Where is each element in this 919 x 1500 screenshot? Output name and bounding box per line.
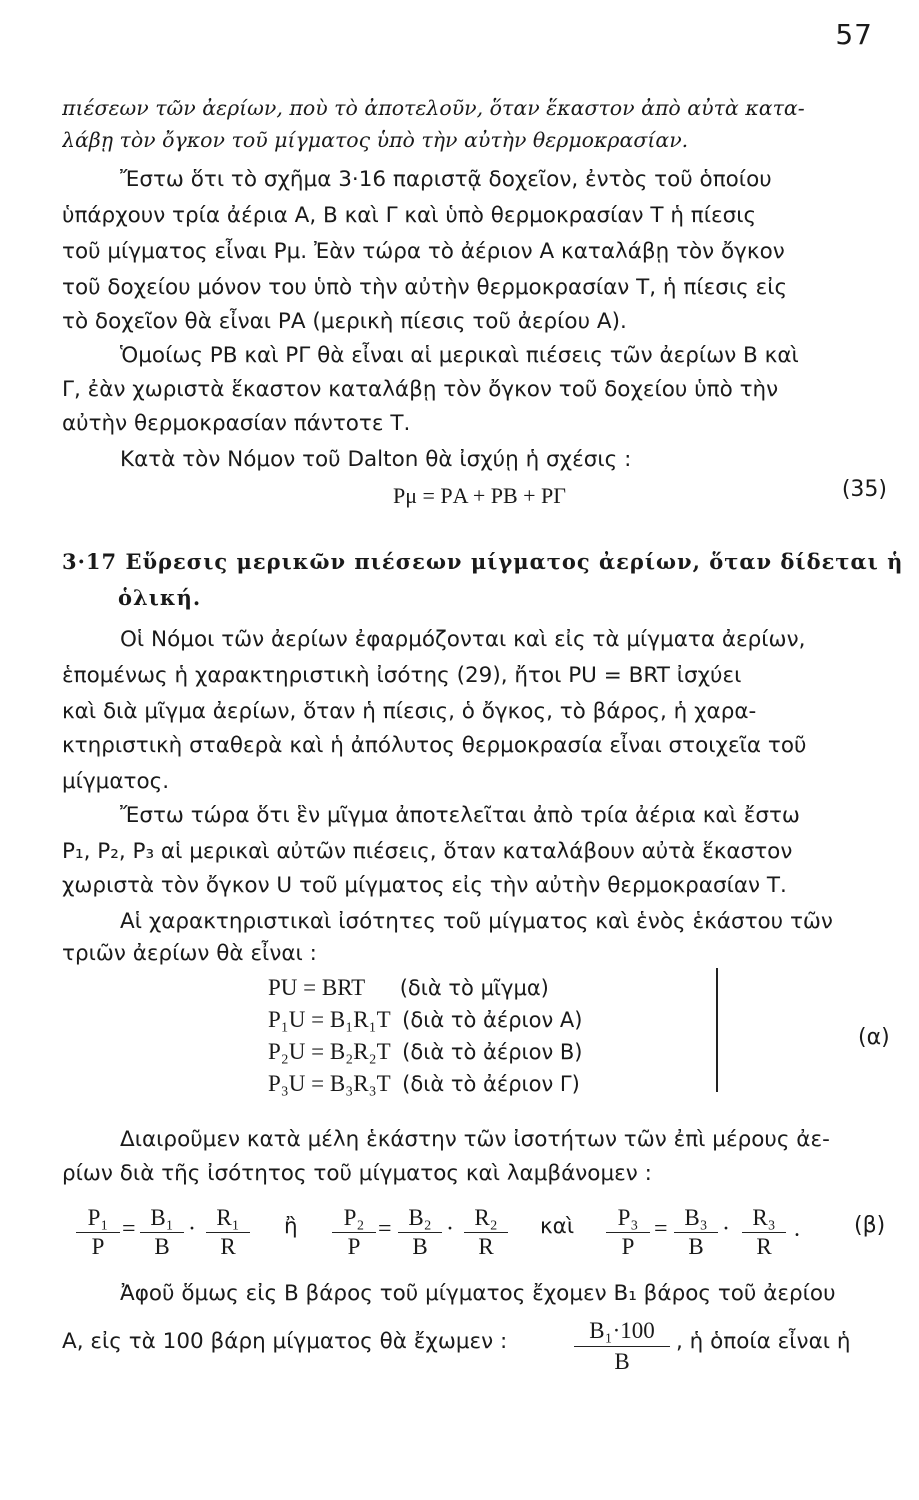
text-line: τριῶν ἀερίων θὰ εἶναι : (62, 941, 317, 966)
fraction: $\frac{\text{B₁}}{B}$ (140, 1204, 184, 1261)
text-line: Ἔστω τώρα ὅτι ἓν μῖγμα ἀποτελεῖται ἀπὸ τρία ἀέρια καὶ ἔστω (120, 803, 800, 828)
text-line: , ἡ ὁποία εἶναι ἡ (676, 1329, 851, 1354)
system-row-2 (268, 1004, 582, 1036)
text-line: τὸ δοχεῖον θὰ εἶναι PΑ (μερικὴ πίεσις τοῦ ἀερίου Α). (62, 309, 627, 334)
text-line: Αἱ χαρακτηριστικαὶ ἰσότητες τοῦ μίγματος καὶ ἑνὸς ἑκάστου τῶν (120, 909, 833, 934)
text-line: Κατὰ τὸν Νόμον τοῦ Dalton θὰ ἰσχύῃ ἡ σχέσις : (120, 447, 632, 472)
fraction: $\frac{\text{P₃}}{P}$ (606, 1204, 650, 1261)
system-row-4 (268, 1068, 580, 1100)
section-heading: 3·17 Εὕρεσις μερικῶν πιέσεων μίγματος ἀερίων, ὅταν δίδεται ἡ (62, 549, 904, 574)
fraction: $\frac{\text{R₂}}{R}$ (464, 1204, 508, 1261)
right-brace (708, 968, 718, 1092)
text-line: Γ, ἐὰν χωριστὰ ἕκαστον καταλάβῃ τὸν ὄγκον τοῦ δοχείου ὑπὸ τὴν (62, 377, 779, 402)
text-line: Ἀφοῦ ὅμως εἰς Β βάρος τοῦ μίγματος ἔχομεν B₁ βάρος τοῦ ἀερίου (120, 1281, 836, 1306)
text-line: Οἱ Νόμοι τῶν ἀερίων ἐφαρμόζονται καὶ εἰς τὰ μίγματα ἀερίων, (120, 627, 806, 652)
and-word: καὶ (540, 1214, 575, 1239)
fraction: $\frac{\text{B₂}}{B}$ (398, 1204, 442, 1261)
text-line: καὶ διὰ μῖγμα ἀερίων, ὅταν ἡ πίεσις, ὁ ὄγκος, τὸ βάρος, ἡ χαρα- (62, 699, 757, 724)
equals-sign: = (654, 1216, 668, 1242)
ratio-label: (β) (854, 1213, 886, 1238)
multiply-dot: · (446, 1216, 454, 1242)
equation-number: (35) (841, 477, 887, 502)
text-line: Ἔστω ὅτι τὸ σχῆμα 3·16 παριστᾷ δοχεῖον, ἐντὸς τοῦ ὁποίου (120, 167, 772, 192)
system-note: (διὰ τὸ ἀέριον Γ) (402, 1072, 580, 1096)
text-line: P₁, P₂, P₃ αἱ μερικαὶ αὐτῶν πιέσεις, ὅταν καταλάβουν αὐτὰ ἕκαστον (62, 839, 793, 864)
text-line: τοῦ μίγματος εἶναι Pμ. Ἐὰν τώρα τὸ ἀέριον Α καταλάβῃ τὸν ὄγκον (62, 239, 785, 264)
fraction: $\frac{\text{R₃}}{R}$ (742, 1204, 786, 1261)
fraction: $\frac{\text{B₃}}{B}$ (674, 1204, 718, 1261)
fraction: $\frac{\text{P₁}}{P}$ (76, 1204, 120, 1261)
end-period: . (794, 1216, 800, 1242)
system-equation: PU = BRT (268, 975, 366, 1000)
text-line: λάβῃ τὸν ὄγκον τοῦ μίγματος ὑπὸ τὴν αὐτὴν θερμοκρασίαν. (62, 128, 689, 152)
fraction: $\frac{\text{R₁}}{R}$ (206, 1204, 250, 1261)
text-line: μίγματος. (62, 769, 170, 794)
equation-35: Pμ = PΑ + PΒ + PΓ (392, 483, 567, 508)
system-equation: P₂U = B₂R₂T (268, 1039, 391, 1064)
page-number: 57 (835, 18, 873, 51)
text-line: ρίων διὰ τῆς ἰσότητος τοῦ μίγματος καὶ λαμβάνομεν : (62, 1161, 652, 1186)
system-equation: P₃U = B₃R₃T (268, 1071, 391, 1096)
system-row-1 (268, 972, 549, 1004)
text-line: κτηριστικὴ σταθερὰ καὶ ἡ ἀπόλυτος θερμοκρασία εἶναι στοιχεῖα τοῦ (62, 733, 807, 758)
section-heading-cont: ὁλική. (118, 585, 202, 610)
text-line: τοῦ δοχείου μόνον του ὑπὸ τὴν αὐτὴν θερμοκρασίαν Τ, ἡ πίεσις εἰς (62, 275, 788, 300)
text-line: Ὁμοίως PΒ καὶ PΓ θὰ εἶναι αἱ μερικαὶ πιέσεις τῶν ἀερίων Β καὶ (120, 343, 799, 368)
multiply-dot: · (188, 1216, 196, 1242)
text-line: πιέσεων τῶν ἀερίων, ποὺ τὸ ἀποτελοῦν, ὅταν ἕκαστον ἀπὸ αὐτὰ κατα- (62, 96, 805, 120)
fraction-b1-percent: $\frac{\text{B₁·100}}{B}$ (574, 1316, 670, 1377)
system-row-3 (268, 1036, 583, 1068)
fraction: $\frac{\text{P₂}}{P}$ (332, 1204, 376, 1261)
text-line: Α, εἰς τὰ 100 βάρη μίγματος θὰ ἔχωμεν : (62, 1329, 508, 1354)
text-line: Διαιροῦμεν κατὰ μέλη ἑκάστην τῶν ἰσοτήτων τῶν ἐπὶ μέρους ἀε- (120, 1127, 830, 1152)
system-note: (διὰ τὸ ἀέριον Α) (402, 1008, 583, 1032)
text-line: χωριστὰ τὸν ὄγκον U τοῦ μίγματος εἰς τὴν αὐτὴν θερμοκρασίαν Τ. (62, 873, 787, 898)
system-label: (α) (858, 1025, 890, 1050)
text-line: ἑπομένως ἡ χαρακτηριστικὴ ἰσότης (29), ἤτοι PU = BRT ἰσχύει (62, 663, 742, 688)
text-line: αὐτὴν θερμοκρασίαν πάντοτε Τ. (62, 411, 411, 436)
equals-sign: = (122, 1216, 136, 1242)
text-line: ὑπάρχουν τρία ἀέρια Α, Β καὶ Γ καὶ ὑπὸ θερμοκρασίαν Τ ἡ πίεσις (62, 203, 757, 228)
system-note: (διὰ τὸ ἀέριον Β) (402, 1040, 583, 1064)
equals-sign: = (378, 1216, 392, 1242)
multiply-dot: · (722, 1216, 730, 1242)
system-equation: P₁U = B₁R₁T (268, 1007, 391, 1032)
system-note: (διὰ τὸ μῖγμα) (399, 976, 549, 1000)
or-word: ἢ (284, 1214, 298, 1239)
